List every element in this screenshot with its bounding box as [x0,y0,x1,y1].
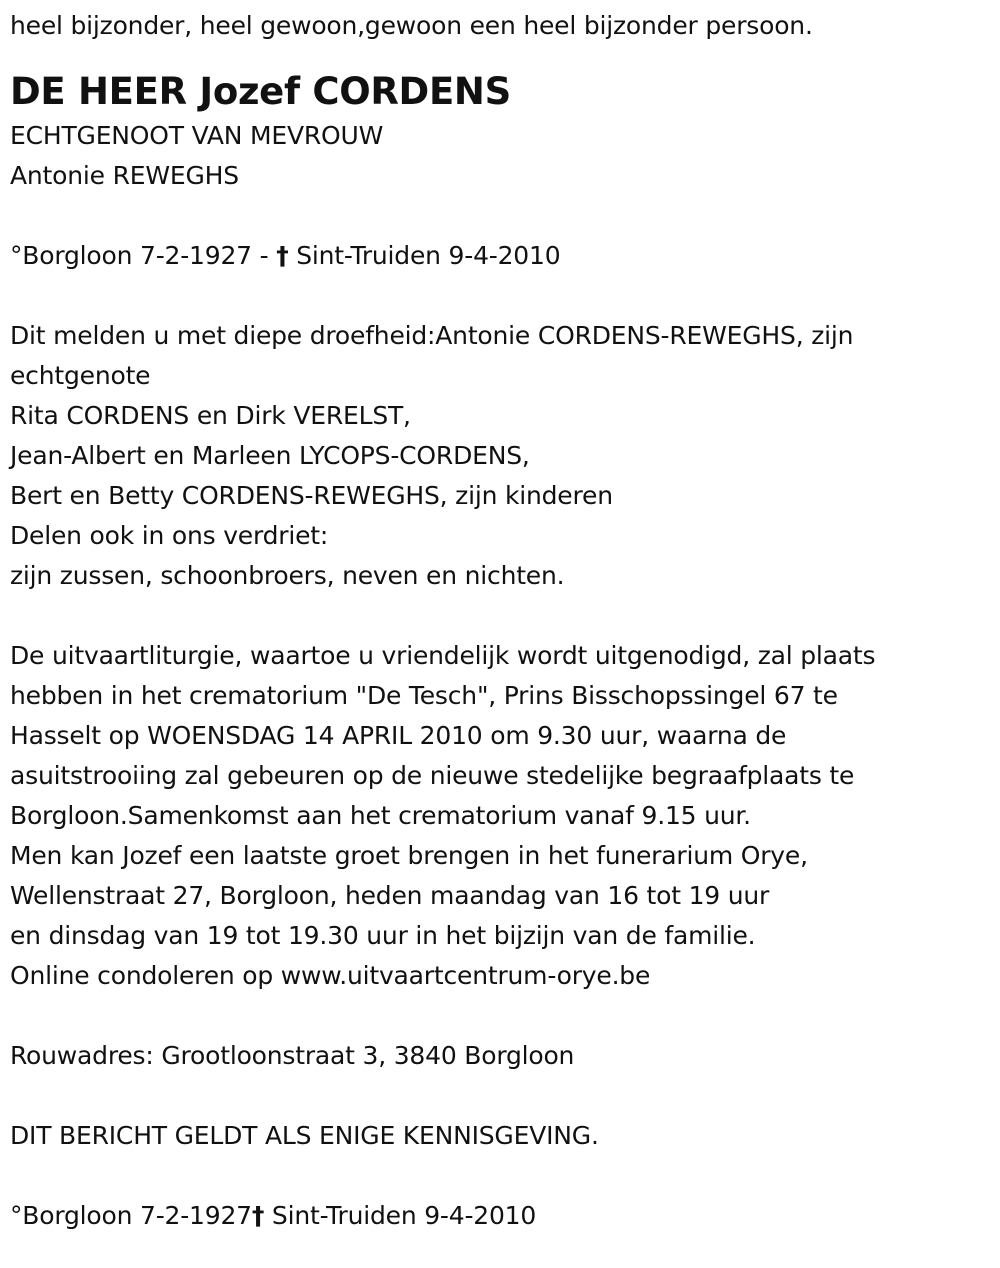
mourner-line: zijn zussen, schoonbroers, neven en nichten. [10,561,565,590]
spacer [10,196,985,236]
spacer [10,596,985,636]
condolence-prefix: Online condoleren op [10,961,274,990]
spacer [10,1076,985,1116]
spacer [10,46,985,68]
birth-date: °Borgloon 7-2-1927 - [10,241,269,270]
footer-birth-date: °Borgloon 7-2-1927 [10,1201,252,1230]
mourners-intro: Dit melden u met diepe droefheid:Antonie CORDENS-REWEGHS, zijn echtgenote [10,321,854,390]
death-date: Sint-Truiden 9-4-2010 [296,241,561,270]
spacer [10,1156,985,1196]
spacer [10,996,985,1036]
address-line: Rouwadres: Grootloonstraat 3, 3840 Borgloon [10,1041,575,1070]
footer-dates-line [10,1196,985,1236]
ceremony-line: Wellenstraat 27, Borgloon, heden maandag van 16 tot 19 uur [10,881,770,910]
cross-icon: † [276,241,289,270]
ceremony-line: Men kan Jozef een laatste groet brengen in het funerarium Orye, [10,841,808,870]
ceremony-line: asuitstrooiing zal gebeuren op de nieuwe stedelijke begraafplaats te [10,761,855,790]
footer-death-date: Sint-Truiden 9-4-2010 [271,1201,537,1230]
spouse-name: Antonie REWEGHS [10,161,239,190]
mourner-line: Delen ook in ons verdriet: [10,521,329,550]
ceremony-line: en dinsdag van 19 tot 19.30 uur in het bijzijn van de familie. [10,921,756,950]
dates-line [10,236,985,276]
condolence-url: www.uitvaartcentrum-orye.be [280,961,651,990]
obituary-document [10,6,985,1236]
intro-line: heel bijzonder, heel gewoon,gewoon een heel bijzonder persoon. [10,11,813,40]
footer-cross-icon: † [251,1201,265,1230]
mourner-line: Bert en Betty CORDENS-REWEGHS, zijn kinderen [10,481,613,510]
ceremony-line: Hasselt op WOENSDAG 14 APRIL 2010 om 9.30 uur, waarna de [10,721,787,750]
ceremony-line: De uitvaartliturgie, waartoe u vriendelijk wordt uitgenodigd, zal plaats [10,641,876,670]
spacer [10,276,985,316]
mourner-line: Rita CORDENS en Dirk VERELST, [10,401,411,430]
mourner-line: Jean-Albert en Marleen LYCOPS-CORDENS, [10,441,530,470]
notice-line: DIT BERICHT GELDT ALS ENIGE KENNISGEVING. [10,1121,599,1150]
ceremony-line: hebben in het crematorium "De Tesch", Prins Bisschopssingel 67 te [10,681,838,710]
deceased-name: DE HEER Jozef CORDENS [10,70,511,113]
ceremony-line: Borgloon.Samenkomst aan het crematorium vanaf 9.15 uur. [10,801,751,830]
condolence-line [10,956,985,996]
relation-line: ECHTGENOOT VAN MEVROUW [10,121,384,150]
